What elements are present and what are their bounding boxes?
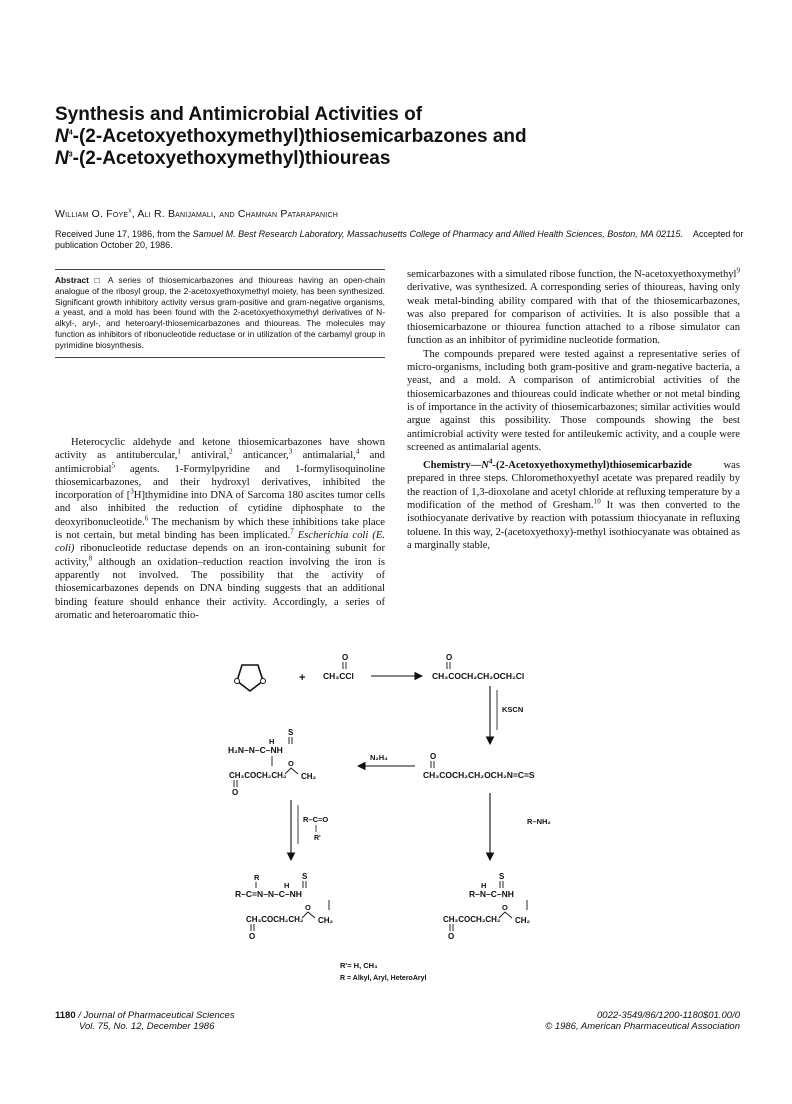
thiosemicarbazide-top: H₂N–N–C–NH (228, 745, 283, 755)
carbonyl-o: O (446, 653, 453, 662)
carbonyl-o: O (448, 932, 455, 941)
abstract-text: A series of thiosemicarbazones and thioureas having an open-chain analogue of the ribosyl group, the 2-acetoxyethoxymethyl moiety, has been synthesized. Significant growth inhibitory activity versus gram-positive and gram-negative organisms, a yeast, and a mold has been found with the 2-acetoxyethoxymethyl derivatives of N-alkyl-, aryl-, and heteroaryl-thiosemicarbazones and thioureas. The molecules may function as inhibitors of ribonucleotide reductase or in utilization of the carbamyl group in pyrimidine biosynthesis. (55, 275, 385, 350)
accepted-date: Accepted for publication October 20, 1986. (55, 229, 744, 250)
title-line-1: Synthesis and Antimicrobial Activities of (55, 104, 423, 125)
title-line-3 (55, 148, 745, 170)
reagent-hydrazine: N₂H₄ (370, 753, 388, 762)
chemistry-sup: 4 (488, 457, 493, 466)
abstract-box (55, 269, 385, 358)
ref-mark: 6 (144, 514, 149, 523)
reagent-carbonyl: R–C=O (303, 815, 329, 824)
title-n-italic: N (55, 148, 69, 169)
thiourea-top: R–N–C–NH (469, 889, 514, 899)
received-date: Received June 17, 1986, from the (55, 229, 193, 239)
thiourea-chain: CH₃COCH₂CH₂ (443, 915, 501, 924)
title-line-3-text: -(2-Acetoxyethoxymethyl)thioureas (72, 148, 391, 169)
chemistry-compound: -(2-Acetoxyethoxymethyl)thiosemicarbazide (492, 460, 692, 472)
text-run: The mechanism by which these inhibitions take place is not certain, but metal binding has been implicated. (55, 516, 385, 542)
plus-sign: + (299, 672, 306, 684)
ether-o: O (502, 903, 508, 912)
article-code: 0022-3549/86/1200-1180$01.00/0 (597, 1010, 740, 1021)
text-run: antiviral, (180, 450, 230, 462)
r-substituent: R (254, 873, 260, 882)
chemistry-heading: Chemistry— (423, 460, 482, 472)
chemistry-n: N (481, 460, 489, 472)
methylene: CH₂ (318, 916, 334, 925)
author-3: and Chamnan Patarapanich (216, 208, 338, 220)
text-run: ribonucleotide reductase depends on an iron-containing subunit for activity, (55, 543, 385, 568)
author-1: William O. Foye (55, 208, 129, 220)
thione-s: S (499, 872, 505, 881)
ref-mark: 4 (355, 447, 360, 456)
title-line-2-text: -(2-Acetoxyethoxymethyl)thiosemicarbazones and (72, 126, 527, 147)
legend-r-prime: R'= H, CH₃ (340, 961, 378, 970)
title-line-2 (55, 126, 745, 148)
reagent-kscn: KSCN (502, 705, 524, 714)
chloromethoxyethyl-acetate: CH₃COCH₂CH₂OCH₂Cl (432, 671, 525, 681)
text-run: antimalarial, (292, 450, 356, 462)
body-column-left (55, 436, 385, 622)
intro-paragraph (55, 436, 385, 622)
abstract-label: Abstract (55, 275, 89, 285)
ref-mark: 3 (288, 447, 293, 456)
text-run: anticancer, (232, 450, 289, 462)
ether-o: O (288, 759, 294, 768)
text-run: derivative, was synthesized. A corresponding series of thioureas, having only weak metal-binding ability compared with that of the thiosemicarbazones, was also prepared for comparison of activities. It is also possible that a thiosemicarbazone or thiourea function attached to a ribose simulator can function as an inhibitor of pyrimidine nucleotide formation. (407, 282, 740, 347)
ref-mark: 9 (736, 266, 740, 275)
thione-s: S (288, 728, 294, 737)
title-n-italic: N (55, 126, 69, 147)
corresponding-mark: x (128, 207, 132, 215)
legend-r: R = Alkyl, Aryl, HeteroAryl (340, 975, 427, 982)
title-sup: 4 (68, 129, 73, 137)
compounds-paragraph: The compounds prepared were tested against a representative series of micro-organisms, including both gram-positive and gram-negative bacteria, a yeast, and a mold. A comparison of antimicrobial activities of the thiosemicarbazones and thioureas could indicate whether or not metal binding is of importance in the activity of thiosemicarbazones; similar activities would argue against this possibility. Those compounds showing the best antimicrobial activity were tested for antileukemic activity, and a couple were screened as antimalarial agents. (407, 348, 740, 453)
text-run: agents. 1-Formylpyridine and 1-formylisoquinoline thiosemicarbazones, and their hydroxyl derivatives, inhibited the incorporation of [ (55, 463, 385, 502)
text-run: Heterocyclic aldehyde and ketone thiosemicarbazones have shown activity as antitubercular, (55, 437, 385, 462)
footer-journal-line (55, 1010, 235, 1021)
continued-paragraph (407, 268, 740, 348)
text-run: semicarbazones with a simulated ribose function, the N-acetoxyethoxymethyl (407, 269, 737, 280)
text-run: It was then converted to the isothiocyanate derivative by reaction with potassium thiocyanate in refluxing toluene. In this way, 2-(acetoxyethoxy)-methyl isothiocyanate was obtained as a marginally stable, (407, 500, 740, 551)
received-note (55, 229, 745, 251)
dioxolane-structure (235, 665, 266, 691)
chemistry-paragraph (407, 459, 740, 552)
author-list (55, 208, 338, 220)
isotope-mark: 3 (130, 487, 134, 496)
author-2: , Ali R. Banijamali, (131, 208, 217, 220)
nh-h: H (269, 737, 275, 746)
ether-o: O (305, 903, 311, 912)
nh-h: H (481, 881, 487, 890)
footer-journal (55, 1010, 235, 1032)
reagent-amine: R–NH₂ (527, 817, 551, 826)
species-name: Escherichia coli (E. coli) (55, 530, 385, 555)
volume-issue: Vol. 75, No. 12, December 1986 (79, 1021, 215, 1032)
carbonyl-o: O (430, 752, 437, 761)
abstract-box-glyph: □ (94, 275, 103, 285)
ref-mark: 1 (177, 447, 181, 456)
ref-mark: 7 (290, 527, 294, 536)
carbonyl-o: O (249, 932, 256, 941)
r-prime: R' (314, 835, 321, 842)
thiosemicarbazone-top: R–C=N–N–C–NH (235, 889, 302, 899)
journal-name: / Journal of Pharmaceutical Sciences (75, 1010, 235, 1021)
page-number: 1180 (55, 1010, 76, 1021)
ref-mark: 10 (593, 497, 601, 506)
thiosemicarbazone-chain: CH₃COCH₂CH₂ (246, 915, 304, 924)
ref-mark: 5 (111, 461, 115, 470)
reaction-scheme (215, 648, 615, 993)
ref-mark: 2 (229, 447, 233, 456)
methylene: CH₂ (301, 772, 317, 781)
text-run: H]thymidine into DNA of Sarcoma 180 ascites tumor cells and also inhibited the reduction of cytidine diphosphate to the deoxyribonucleotide. (55, 490, 385, 528)
text-run: was prepared in three steps. Chloromethoxyethyl acetate was prepared readily by the reaction of 1,3-dioxolane and acetyl chloride at refluxing temperature by a modification of the method of Gresham. (407, 460, 740, 512)
institution: Samuel M. Best Research Laboratory, Massachusetts College of Pharmacy and Allied Health Sciences, Boston, MA 02115. (192, 229, 683, 239)
text-run: and antimicrobial (55, 450, 385, 475)
acetyl-chloride: CH₃CCl (323, 671, 354, 681)
article-title (55, 104, 745, 170)
carbonyl-o: O (342, 653, 349, 662)
thiosemicarbazide-chain: CH₃COCH₂CH₂ (229, 771, 287, 780)
body-column-right (407, 268, 740, 552)
thione-s: S (302, 872, 308, 881)
isothiocyanate: CH₃COCH₂CH₂OCH₂N=C=S (423, 770, 535, 780)
copyright-line: © 1986, American Pharmaceutical Association (545, 1021, 740, 1032)
title-sup: 3 (68, 151, 73, 159)
nh-h: H (284, 881, 290, 890)
methylene: CH₂ (515, 916, 531, 925)
carbonyl-o: O (232, 788, 239, 797)
footer-copyright (545, 1010, 740, 1032)
text-run: although an oxidation–reduction reaction involving the iron is apparently not involved. The possibility that the activity of thiosemicarbazones depends on DNA binding suggests that an additional binding feature should enhance their activity. Accordingly, a series of aromatic and heteroaromatic thio- (55, 556, 385, 621)
ref-mark: 8 (88, 554, 93, 563)
